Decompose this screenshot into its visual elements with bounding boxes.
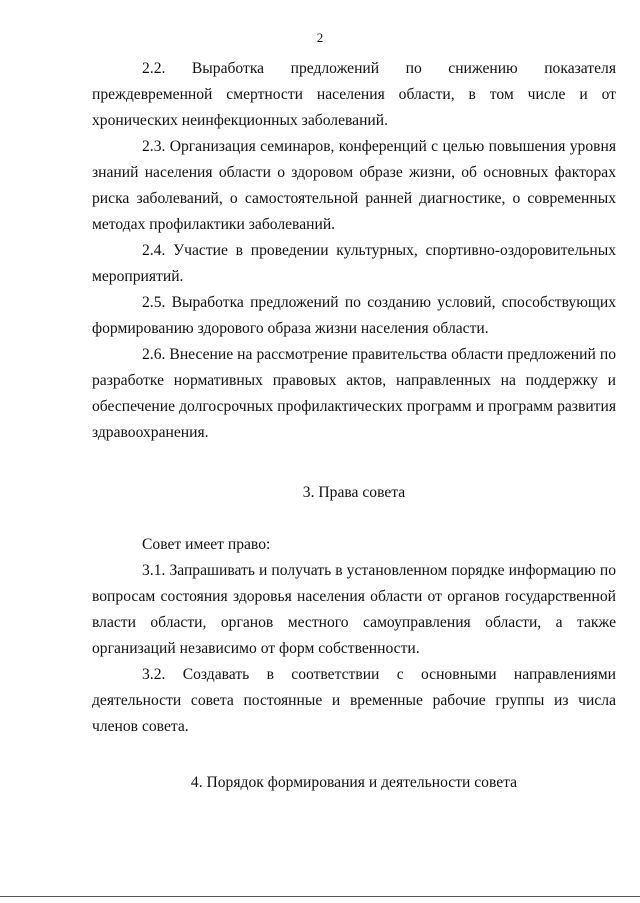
paragraph-2-5: 2.5. Выработка предложений по созданию условий, способствующих формированию здорового образа жизни населения области. [92,294,616,337]
paragraph-3-1: 3.1. Запрашивать и получать в установленном порядке информацию по вопросам состояния здоровья населения области от органов государственной власти области, органов местного самоуправления области, а также организаций независимо от форм собственности. [92,562,616,657]
section-3-intro: Совет имеет право: [142,536,271,553]
paragraph-3-2: 3.2. Создавать в соответствии с основными направлениями деятельности совета постоянные и временные рабочие группы из числа членов совета. [92,666,616,735]
page-bottom-edge [0,896,640,897]
document-body [92,56,616,796]
section-4-heading: 4. Порядок формирования и деятельности совета [190,774,518,791]
section-3-heading: 3. Права совета [302,484,406,501]
paragraph-2-4: 2.4. Участие в проведении культурных, спортивно-оздоровительных мероприятий. [92,242,616,285]
page-number: 2 [316,30,324,45]
paragraph-2-3: 2.3. Организация семинаров, конференций с целью повышения уровня знаний населения области о здоровом образе жизни, об основных факторах риска заболеваний, о самостоятельной ранней диагностике, о современных методах профилактики заболеваний. [92,138,616,233]
paragraph-2-6: 2.6. Внесение на рассмотрение правительства области предложений по разработке нормативных правовых актов, направленных на поддержку и обеспечение долгосрочных профилактических программ и программ развития здравоохранения. [92,346,616,441]
paragraph-2-2: 2.2. Выработка предложений по снижению показателя преждевременной смертности населения области, в том числе и от хронических неинфекционных заболеваний. [92,60,616,129]
